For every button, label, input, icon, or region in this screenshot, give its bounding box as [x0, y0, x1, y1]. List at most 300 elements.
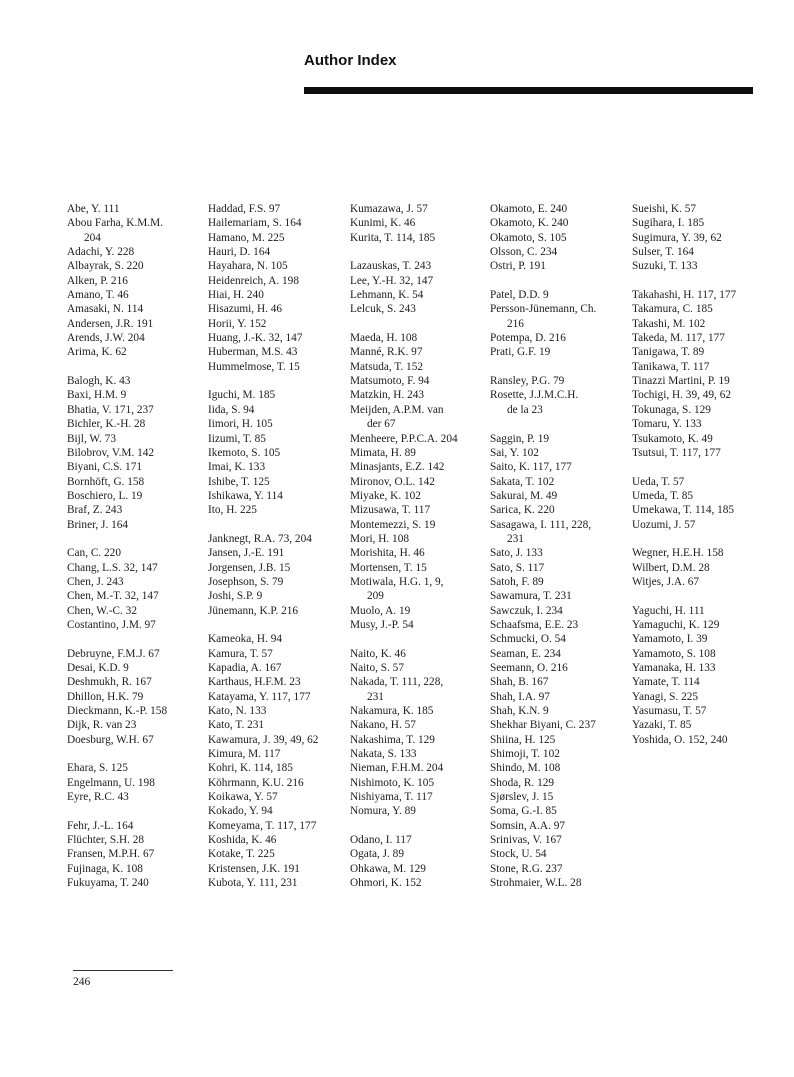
letter-group-spacer — [490, 417, 630, 431]
entry-text: Koikawa, Y. 57 — [208, 791, 278, 804]
entry-text: Yazaki, T. 85 — [632, 719, 692, 732]
index-entry — [350, 776, 490, 790]
index-entry — [67, 460, 207, 474]
index-entry — [490, 446, 630, 460]
index-entry — [67, 561, 207, 575]
entry-text: Wegner, H.E.H. 158 — [632, 547, 724, 560]
index-entry — [208, 661, 348, 675]
entry-text: Sarica, K. 220 — [490, 504, 555, 517]
index-entry — [208, 632, 348, 646]
index-entry — [208, 202, 348, 216]
entry-text: Haddad, F.S. 97 — [208, 203, 281, 215]
index-entry — [350, 847, 490, 861]
entry-text: Bijl, W. 73 — [67, 432, 116, 445]
index-entry — [350, 518, 490, 532]
index-entry — [350, 647, 490, 661]
index-entry — [632, 733, 772, 747]
title-rule — [304, 87, 753, 94]
index-entry — [490, 761, 630, 775]
entry-text: Costantino, J.M. 97 — [67, 618, 156, 631]
index-entry — [67, 345, 207, 359]
index-entry — [632, 632, 772, 646]
index-entry — [632, 360, 772, 374]
index-entry — [67, 216, 207, 245]
index-entry — [208, 561, 348, 575]
index-entry — [350, 604, 490, 618]
letter-group-spacer — [67, 532, 207, 546]
index-entry — [67, 374, 207, 388]
entry-text: Koshida, K. 46 — [208, 834, 277, 847]
entry-text: Huberman, M.S. 43 — [208, 346, 298, 359]
entry-text: Mimata, H. 89 — [350, 446, 416, 459]
index-entry — [67, 388, 207, 402]
entry-text: Hamano, M. 225 — [208, 231, 285, 244]
footer-rule — [73, 970, 173, 971]
entry-text: Motiwala, H.G. 1, 9, — [350, 575, 444, 588]
index-entry — [208, 388, 348, 402]
entry-text: Stone, R.G. 237 — [490, 862, 563, 875]
entry-text: Nakata, S. 133 — [350, 748, 417, 761]
index-column-3 — [350, 202, 490, 891]
index-entry — [632, 302, 772, 316]
index-entry — [632, 259, 772, 273]
entry-text: Albayrak, S. 220 — [67, 260, 144, 273]
index-entry — [67, 475, 207, 489]
entry-text: Naito, S. 57 — [350, 662, 404, 674]
entry-text: Ueda, T. 57 — [632, 475, 685, 488]
entry-text: Yamanaka, H. 133 — [632, 662, 716, 674]
entry-text: Wilbert, D.M. 28 — [632, 561, 710, 574]
index-entry — [208, 833, 348, 847]
index-entry — [208, 690, 348, 704]
entry-text: Matzkin, H. 243 — [350, 389, 425, 402]
entry-text: Nakano, H. 57 — [350, 719, 416, 732]
index-entry — [490, 589, 630, 603]
entry-text: Hauri, D. 164 — [208, 246, 271, 259]
index-entry — [208, 675, 348, 689]
index-entry — [67, 790, 207, 804]
index-entry — [67, 704, 207, 718]
index-entry — [490, 259, 630, 273]
index-entry — [350, 374, 490, 388]
index-entry — [67, 331, 207, 345]
index-entry — [490, 604, 630, 618]
index-entry — [490, 733, 630, 747]
index-entry — [490, 819, 630, 833]
index-entry — [208, 604, 348, 618]
entry-text: Komeyama, T. 117, 177 — [208, 819, 317, 832]
index-entry — [490, 876, 630, 890]
index-entry — [208, 403, 348, 417]
entry-text: Mori, H. 108 — [350, 532, 409, 545]
index-entry — [350, 618, 490, 632]
index-entry — [67, 302, 207, 316]
index-entry — [632, 489, 772, 503]
index-entry — [350, 532, 490, 546]
entry-text: Sakurai, M. 49 — [490, 489, 558, 502]
entry-text: Iguchi, M. 185 — [208, 389, 276, 402]
index-entry — [490, 661, 630, 675]
index-entry — [490, 518, 630, 547]
entry-text: Nakamura, K. 185 — [350, 705, 434, 718]
entry-text: Shah, I.A. 97 — [490, 690, 550, 703]
letter-group-spacer — [208, 618, 348, 632]
entry-text: Nieman, F.H.M. 204 — [350, 762, 444, 775]
letter-group-spacer — [490, 360, 630, 374]
entry-text: Ishibe, T. 125 — [208, 475, 270, 488]
index-entry — [350, 704, 490, 718]
entry-text: Hisazumi, H. 46 — [208, 303, 283, 316]
entry-text: Andersen, J.R. 191 — [67, 317, 154, 330]
letter-group-spacer — [632, 460, 772, 474]
entry-text: Strohmaier, W.L. 28 — [490, 877, 582, 890]
index-entry — [208, 733, 348, 747]
entry-text: Seaman, E. 234 — [490, 647, 561, 660]
index-entry — [208, 876, 348, 890]
entry-text: Joshi, S.P. 9 — [208, 590, 263, 603]
entry-text: Doesburg, W.H. 67 — [67, 733, 154, 746]
entry-text: Mironov, O.L. 142 — [350, 475, 435, 488]
index-entry — [350, 288, 490, 302]
index-entry — [490, 862, 630, 876]
index-entry — [208, 360, 348, 374]
entry-text: Hiai, H. 240 — [208, 289, 264, 302]
index-entry — [490, 288, 630, 302]
entry-text: Maeda, H. 108 — [350, 332, 418, 345]
entry-text: Kubota, Y. 111, 231 — [208, 877, 298, 890]
entry-text: Kameoka, H. 94 — [208, 633, 283, 646]
entry-text: Eyre, R.C. 43 — [67, 791, 129, 804]
entry-text: Sugimura, Y. 39, 62 — [632, 231, 722, 244]
index-entry — [67, 518, 207, 532]
index-entry — [490, 675, 630, 689]
index-entry — [350, 231, 490, 245]
index-entry — [208, 761, 348, 775]
index-entry — [490, 747, 630, 761]
entry-text: Jorgensen, J.B. 15 — [208, 561, 291, 574]
index-entry — [350, 202, 490, 216]
index-entry — [67, 862, 207, 876]
index-entry — [208, 546, 348, 560]
entry-text: Naito, K. 46 — [350, 647, 406, 660]
entry-text: Sai, Y. 102 — [490, 446, 539, 459]
entry-text: Bhatia, V. 171, 237 — [67, 403, 154, 416]
index-entry — [67, 202, 207, 216]
index-entry — [67, 317, 207, 331]
index-entry — [350, 475, 490, 489]
entry-text: Karthaus, H.F.M. 23 — [208, 676, 301, 689]
index-entry — [490, 561, 630, 575]
index-entry — [632, 704, 772, 718]
entry-text: Manné, R.K. 97 — [350, 346, 423, 359]
letter-group-spacer — [350, 632, 490, 646]
index-column-4 — [490, 202, 630, 891]
letter-group-spacer — [632, 589, 772, 603]
entry-text: Okamoto, S. 105 — [490, 231, 567, 244]
index-entry — [632, 202, 772, 216]
index-entry — [490, 647, 630, 661]
entry-text: Iizumi, T. 85 — [208, 432, 266, 445]
entry-text: Schaafsma, E.E. 23 — [490, 618, 579, 631]
entry-text: Saggin, P. 19 — [490, 432, 550, 445]
entry-text: Shiina, H. 125 — [490, 733, 556, 746]
index-entry — [490, 245, 630, 259]
index-entry — [350, 561, 490, 575]
entry-text: Deshmukh, R. 167 — [67, 676, 152, 689]
entry-text: Nomura, Y. 89 — [350, 805, 416, 818]
entry-text: Uozumi, J. 57 — [632, 518, 696, 531]
index-entry — [67, 833, 207, 847]
index-entry — [490, 432, 630, 446]
entry-text: Josephson, S. 79 — [208, 575, 284, 588]
entry-continuation: 216 — [507, 317, 524, 330]
index-entry — [632, 446, 772, 460]
index-column-5 — [632, 202, 772, 747]
index-entry — [490, 690, 630, 704]
index-entry — [208, 575, 348, 589]
entry-text: Shindo, M. 108 — [490, 762, 561, 775]
index-entry — [632, 288, 772, 302]
entry-text: Tsutsui, T. 117, 177 — [632, 446, 721, 459]
entry-text: Braf, Z. 243 — [67, 504, 123, 517]
index-entry — [490, 718, 630, 732]
entry-text: Iimori, H. 105 — [208, 418, 273, 431]
entry-text: Sakata, T. 102 — [490, 475, 555, 488]
entry-text: Lee, Y.-H. 32, 147 — [350, 274, 434, 287]
index-entry — [67, 675, 207, 689]
index-entry — [490, 302, 630, 331]
index-entry — [350, 432, 490, 446]
index-entry — [350, 360, 490, 374]
letter-group-spacer — [67, 360, 207, 374]
index-entry — [490, 388, 630, 417]
index-entry — [208, 245, 348, 259]
entry-text: Nakashima, T. 129 — [350, 733, 435, 746]
index-entry — [67, 589, 207, 603]
index-entry — [350, 388, 490, 402]
index-entry — [490, 632, 630, 646]
entry-text: Shah, B. 167 — [490, 676, 549, 689]
entry-continuation: 209 — [367, 590, 384, 603]
entry-text: Fujinaga, K. 108 — [67, 862, 143, 875]
entry-text: Shah, K.N. 9 — [490, 705, 549, 718]
index-entry — [208, 503, 348, 517]
entry-text: Kunimi, K. 46 — [350, 217, 416, 230]
letter-group-spacer — [67, 747, 207, 761]
index-entry — [350, 862, 490, 876]
entry-text: Kato, N. 133 — [208, 705, 267, 718]
entry-text: Matsuda, T. 152 — [350, 360, 424, 373]
entry-text: Muolo, A. 19 — [350, 604, 411, 617]
entry-text: Ostri, P. 191 — [490, 260, 546, 273]
entry-text: Yamamoto, S. 108 — [632, 647, 716, 660]
index-entry — [208, 776, 348, 790]
entry-text: Okamoto, E. 240 — [490, 203, 568, 215]
index-entry — [208, 847, 348, 861]
entry-text: Balogh, K. 43 — [67, 375, 131, 388]
entry-text: Dijk, R. van 23 — [67, 719, 137, 732]
entry-text: Adachi, Y. 228 — [67, 246, 135, 259]
entry-text: Srinivas, V. 167 — [490, 834, 562, 847]
index-entry — [208, 718, 348, 732]
entry-text: Takamura, C. 185 — [632, 303, 713, 316]
entry-text: Sugihara, I. 185 — [632, 217, 705, 230]
letter-group-spacer — [632, 532, 772, 546]
entry-text: Mortensen, T. 15 — [350, 561, 427, 574]
letter-group-spacer — [490, 274, 630, 288]
index-entry — [350, 546, 490, 560]
entry-continuation: 231 — [367, 690, 384, 703]
index-entry — [208, 417, 348, 431]
entry-text: Ikemoto, S. 105 — [208, 446, 281, 459]
entry-text: Nakada, T. 111, 228, — [350, 676, 444, 689]
entry-continuation: 204 — [84, 231, 101, 244]
entry-text: Boschiero, L. 19 — [67, 489, 143, 502]
index-entry — [208, 446, 348, 460]
index-entry — [632, 503, 772, 517]
index-entry — [67, 661, 207, 675]
entry-text: Sato, J. 133 — [490, 547, 543, 560]
index-entry — [632, 546, 772, 560]
entry-text: Morishita, H. 46 — [350, 547, 425, 560]
index-entry — [632, 432, 772, 446]
entry-continuation: der 67 — [367, 418, 396, 431]
entry-text: Tokunaga, S. 129 — [632, 403, 711, 416]
entry-text: Dhillon, H.K. 79 — [67, 690, 144, 703]
entry-text: Kimura, M. 117 — [208, 748, 281, 761]
index-entry — [350, 833, 490, 847]
index-entry — [350, 804, 490, 818]
entry-text: Katayama, Y. 117, 177 — [208, 690, 311, 703]
index-entry — [208, 532, 348, 546]
index-entry — [350, 747, 490, 761]
entry-text: Desai, K.D. 9 — [67, 662, 129, 674]
index-entry — [208, 231, 348, 245]
index-entry — [67, 718, 207, 732]
entry-text: Nishimoto, K. 105 — [350, 776, 435, 789]
entry-text: Chen, W.-C. 32 — [67, 604, 137, 617]
entry-text: Soma, G.-I. 85 — [490, 805, 557, 818]
index-entry — [632, 403, 772, 417]
page-title: Author Index — [304, 52, 397, 69]
entry-text: Mizusawa, T. 117 — [350, 504, 431, 517]
entry-text: Patel, D.D. 9 — [490, 289, 549, 302]
entry-text: Alken, P. 216 — [67, 274, 128, 287]
index-entry — [208, 489, 348, 503]
index-entry — [490, 475, 630, 489]
entry-text: Arends, J.W. 204 — [67, 332, 145, 345]
entry-text: Kumazawa, J. 57 — [350, 203, 428, 215]
entry-text: Meijden, A.P.M. van — [350, 403, 444, 416]
index-entry — [67, 259, 207, 273]
index-entry — [490, 231, 630, 245]
index-entry — [350, 876, 490, 890]
entry-text: Olsson, C. 234 — [490, 246, 558, 259]
index-entry — [350, 274, 490, 288]
entry-text: Janknegt, R.A. 73, 204 — [208, 532, 312, 545]
entry-text: Potempa, D. 216 — [490, 332, 566, 345]
entry-text: Menheere, P.P.C.A. 204 — [350, 432, 458, 445]
entry-text: Fehr, J.-L. 164 — [67, 819, 134, 832]
entry-text: Kokado, Y. 94 — [208, 805, 273, 818]
entry-text: Köhrmann, K.U. 216 — [208, 776, 304, 789]
index-entry — [490, 216, 630, 230]
index-entry — [208, 819, 348, 833]
entry-text: Stock, U. 54 — [490, 848, 547, 861]
entry-text: Amano, T. 46 — [67, 289, 129, 302]
index-entry — [208, 862, 348, 876]
index-entry — [632, 245, 772, 259]
index-entry — [632, 575, 772, 589]
index-entry — [67, 761, 207, 775]
index-entry — [632, 388, 772, 402]
entry-text: Kristensen, J.K. 191 — [208, 862, 300, 875]
entry-text: Tanigawa, T. 89 — [632, 346, 705, 359]
entry-text: Nishiyama, T. 117 — [350, 791, 433, 804]
letter-group-spacer — [208, 374, 348, 388]
index-entry — [208, 317, 348, 331]
entry-text: Lelcuk, S. 243 — [350, 303, 416, 316]
index-entry — [632, 675, 772, 689]
index-entry — [208, 432, 348, 446]
entry-text: Abou Farha, K.M.M. — [67, 217, 164, 230]
entry-text: Sjørslev, J. 15 — [490, 791, 554, 804]
index-entry — [632, 317, 772, 331]
entry-text: Kapadia, A. 167 — [208, 662, 282, 674]
index-entry — [632, 231, 772, 245]
entry-text: Okamoto, K. 240 — [490, 217, 569, 230]
index-entry — [350, 675, 490, 704]
entry-text: Chen, J. 243 — [67, 575, 124, 588]
index-entry — [67, 733, 207, 747]
index-entry — [67, 847, 207, 861]
entry-text: Chang, L.S. 32, 147 — [67, 561, 158, 574]
entry-text: Ohkawa, M. 129 — [350, 862, 426, 875]
entry-continuation: de la 23 — [507, 403, 543, 416]
entry-text: Umeda, T. 85 — [632, 489, 694, 502]
entry-text: Can, C. 220 — [67, 547, 121, 560]
entry-text: Takashi, M. 102 — [632, 317, 706, 330]
letter-group-spacer — [208, 518, 348, 532]
entry-text: Abe, Y. 111 — [67, 203, 120, 215]
entry-text: Schmucki, O. 54 — [490, 633, 566, 646]
index-entry — [490, 374, 630, 388]
entry-text: Rosette, J.J.M.C.H. — [490, 389, 579, 402]
index-entry — [67, 417, 207, 431]
entry-text: Shimoji, T. 102 — [490, 748, 560, 761]
entry-text: Odano, I. 117 — [350, 834, 412, 847]
index-entry — [208, 345, 348, 359]
index-entry — [632, 374, 772, 388]
entry-text: Engelmann, U. 198 — [67, 776, 155, 789]
entry-text: Takeda, M. 117, 177 — [632, 332, 725, 345]
index-entry — [350, 446, 490, 460]
entry-text: Tsukamoto, K. 49 — [632, 432, 713, 445]
index-entry — [632, 518, 772, 532]
index-entry — [350, 733, 490, 747]
index-entry — [490, 202, 630, 216]
index-entry — [350, 460, 490, 474]
index-entry — [208, 804, 348, 818]
index-entry — [350, 790, 490, 804]
index-entry — [490, 489, 630, 503]
index-entry — [350, 503, 490, 517]
index-entry — [67, 575, 207, 589]
letter-group-spacer — [67, 804, 207, 818]
index-entry — [632, 604, 772, 618]
entry-text: Huang, J.-K. 32, 147 — [208, 332, 303, 345]
entry-text: Sawamura, T. 231 — [490, 590, 572, 603]
